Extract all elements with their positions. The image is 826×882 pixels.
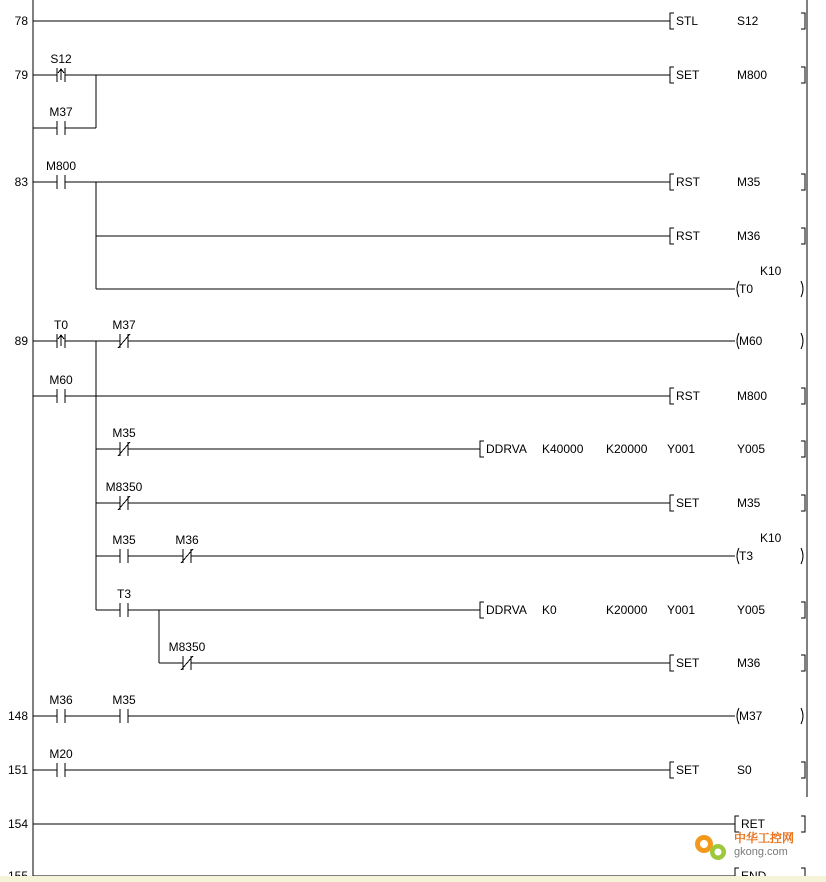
instruction-op: STL [676, 14, 699, 28]
contact-t3[interactable] [117, 587, 131, 617]
step-number-89: 89 [14, 334, 28, 348]
coil-name: T3 [739, 549, 754, 563]
instruction-arg: M36 [737, 656, 761, 670]
bracket-right [801, 388, 805, 404]
coil-preset: K10 [760, 531, 782, 545]
coil-right [801, 281, 803, 297]
bracket-right [801, 602, 805, 618]
bracket-right [801, 762, 805, 778]
rising-edge-arrow [58, 69, 64, 80]
bracket-left [480, 602, 484, 618]
bracket-left [670, 228, 674, 244]
bracket-right [801, 441, 805, 457]
bracket-right [801, 67, 805, 83]
contact-m35[interactable] [112, 693, 136, 723]
instruction-rst[interactable] [670, 388, 805, 404]
bracket-left [670, 655, 674, 671]
coil-m37[interactable] [737, 708, 803, 724]
contact-m60[interactable] [49, 373, 73, 403]
instruction-op: RST [676, 175, 700, 189]
instruction-op: RST [676, 389, 700, 403]
instruction-op: SET [676, 763, 700, 777]
contact-label: M35 [112, 693, 136, 707]
instruction-arg: M35 [737, 175, 761, 189]
bracket-left [670, 388, 674, 404]
instruction-arg: Y005 [737, 603, 766, 617]
bracket-left [670, 67, 674, 83]
instruction-arg: S0 [737, 763, 752, 777]
instruction-arg: Y005 [737, 442, 766, 456]
contact-label: M20 [49, 747, 73, 761]
coil-right [801, 708, 803, 724]
bracket-left [480, 441, 484, 457]
step-number-151: 151 [7, 763, 28, 777]
bracket-left [670, 13, 674, 29]
bracket-left [670, 174, 674, 190]
instruction-op: RST [676, 229, 700, 243]
status-strip [0, 876, 826, 882]
contact-label: S12 [50, 52, 72, 66]
contact-label: M36 [175, 533, 199, 547]
coil-preset: K10 [760, 264, 782, 278]
watermark-url: gkong.com [734, 846, 788, 858]
bracket-right [801, 13, 805, 29]
contact-label: T3 [116, 587, 132, 601]
step-number-154: 154 [7, 817, 28, 831]
coil-t3[interactable] [737, 531, 803, 564]
instruction-rst[interactable] [670, 228, 805, 244]
instruction-op: DDRVA [486, 603, 527, 617]
instruction-arg: M800 [737, 68, 768, 82]
coil-name: M37 [739, 709, 763, 723]
contact-m800[interactable] [46, 159, 76, 189]
contact-label: M37 [49, 105, 73, 119]
contact-label: M36 [49, 693, 73, 707]
contact-label: M8350 [168, 640, 206, 654]
contact-label: M800 [45, 159, 77, 173]
contact-m20[interactable] [49, 747, 73, 777]
instruction-arg: K40000 [542, 442, 584, 456]
instruction-op: DDRVA [486, 442, 527, 456]
instruction-set[interactable] [670, 67, 805, 83]
instruction-arg: M36 [737, 229, 761, 243]
contact-m35[interactable] [112, 533, 136, 563]
instruction-arg: M800 [737, 389, 768, 403]
bracket-right [801, 655, 805, 671]
contact-m8350[interactable] [169, 640, 206, 670]
instruction-arg: M35 [737, 496, 761, 510]
gear-icon [690, 826, 730, 866]
instruction-arg: S12 [737, 14, 759, 28]
contact-label: M8350 [105, 480, 143, 494]
bracket-right [801, 495, 805, 511]
contact-m36[interactable] [49, 693, 73, 723]
coil-name: T0 [739, 282, 754, 296]
instruction-stl[interactable] [670, 13, 805, 29]
step-number-148: 148 [7, 709, 28, 723]
instruction-arg: K20000 [606, 603, 648, 617]
step-number-78: 78 [14, 14, 28, 28]
bracket-right [801, 174, 805, 190]
contact-label: T0 [53, 318, 69, 332]
bracket-left [670, 762, 674, 778]
contact-label: M37 [112, 318, 136, 332]
instruction-ddrva[interactable] [480, 441, 805, 457]
bracket-left [670, 495, 674, 511]
contact-m8350[interactable] [106, 480, 143, 510]
instruction-arg: K0 [542, 603, 557, 617]
instruction-op: SET [676, 656, 700, 670]
coil-right [801, 333, 803, 349]
contact-t0[interactable] [54, 318, 68, 348]
instruction-arg: K20000 [606, 442, 648, 456]
instruction-ddrva[interactable] [480, 602, 805, 618]
contact-m37[interactable] [49, 105, 73, 135]
instruction-op: RET [741, 817, 765, 831]
contact-s12[interactable] [50, 52, 72, 82]
contact-label: M35 [112, 426, 136, 440]
contact-m35[interactable] [112, 426, 136, 456]
bracket-right [801, 228, 805, 244]
contact-label: M35 [112, 533, 136, 547]
coil-right [801, 548, 803, 564]
coil-name: M60 [739, 334, 763, 348]
contact-m36[interactable] [175, 533, 199, 563]
instruction-op: SET [676, 68, 700, 82]
coil-t0[interactable] [737, 264, 803, 297]
instruction-set[interactable] [670, 655, 805, 671]
rising-edge-arrow [58, 335, 64, 346]
contact-m37[interactable] [112, 318, 136, 348]
instruction-op: SET [676, 496, 700, 510]
watermark-text: 中华工控网 [734, 831, 795, 845]
step-number-79: 79 [14, 68, 28, 82]
instruction-set[interactable] [670, 495, 805, 511]
instruction-arg: Y001 [667, 603, 696, 617]
instruction-set[interactable] [670, 762, 805, 778]
watermark-logo [690, 826, 820, 872]
instruction-rst[interactable] [670, 174, 805, 190]
instruction-arg: Y001 [667, 442, 696, 456]
step-number-83: 83 [14, 175, 28, 189]
contact-label: M60 [49, 373, 73, 387]
coil-m60[interactable] [737, 333, 803, 349]
